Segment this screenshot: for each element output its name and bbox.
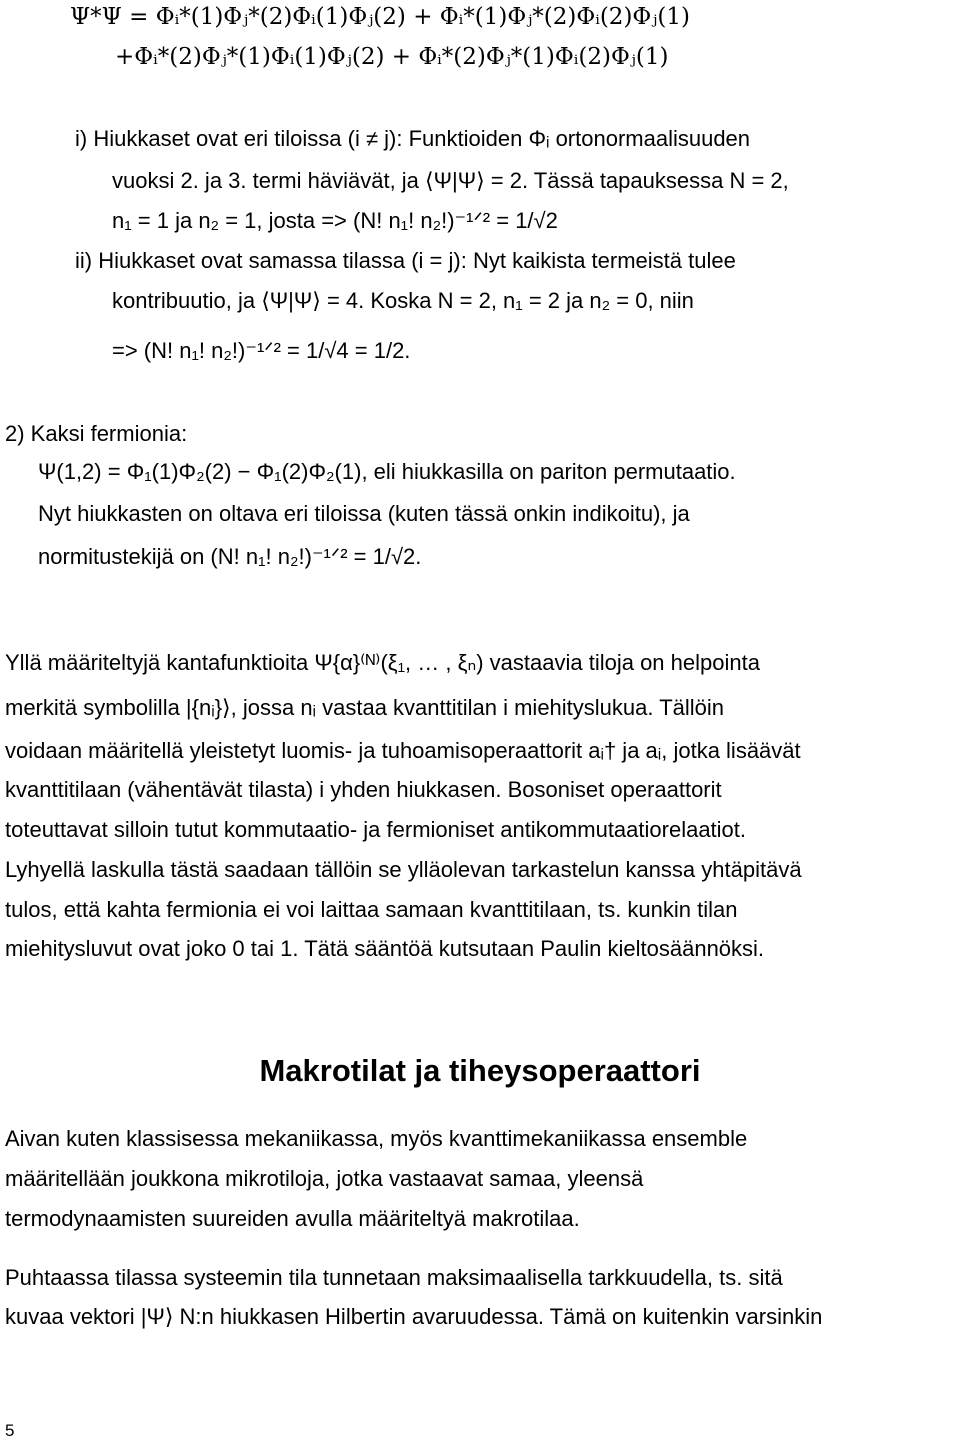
section-2-title: 2) Kaksi fermionia: [5,421,188,446]
paragraph-1-line-2: merkitä symbolilla |{nᵢ}⟩, jossa nᵢ vastaa kvanttitilan i miehityslukua. Tällöin [5,695,725,720]
paragraph-2-line-3: termodynaamisten suureiden avulla määriteltyä makrotilaa. [5,1206,580,1231]
case-i-line-1: i) Hiukkaset ovat eri tiloissa (i ≠ j): Funktioiden Φᵢ ortonormaalisuuden [75,126,751,151]
section-2-line-4: normitustekijä on (N! n₁! n₂!)⁻¹ᐟ² = 1/√2. [38,544,422,569]
case-ii-line-3: => (N! n₁! n₂!)⁻¹ᐟ² = 1/√4 = 1/2. [112,338,411,363]
paragraph-2-line-1: Aivan kuten klassisessa mekaniikassa, myös kvanttimekaniikassa ensemble [5,1126,748,1151]
case-i-line-3: n₁ = 1 ja n₂ = 1, josta => (N! n₁! n₂!)⁻¹ᐟ² = 1/√2 [112,208,558,233]
page-number: 5 [5,1421,15,1440]
paragraph-1-line-3: voidaan määritellä yleistetyt luomis- ja tuhoamisoperaattorit aᵢ† ja aᵢ, jotka lisäävät [5,738,801,763]
section-2-line-3: Nyt hiukkasten on oltava eri tiloissa (kuten tässä onkin indikoitu), ja [38,501,690,526]
case-ii-line-1: ii) Hiukkaset ovat samassa tilassa (i = j): Nyt kaikista termeistä tulee [75,248,736,273]
case-i-line-2: vuoksi 2. ja 3. termi häviävät, ja ⟨Ψ|Ψ⟩ = 2. Tässä tapauksessa N = 2, [112,168,789,193]
paragraph-2-line-2: määritellään joukkona mikrotiloja, jotka vastaavat samaa, yleensä [5,1166,644,1191]
paragraph-3-line-2: kuvaa vektori |Ψ⟩ N:n hiukkasen Hilbertin avaruudessa. Tämä on kuitenkin varsinkin [5,1304,823,1329]
paragraph-1-line-6: Lyhyellä laskulla tästä saadaan tällöin se ylläolevan tarkastelun kanssa yhtäpitävä [5,857,802,882]
paragraph-1-line-5: toteuttavat silloin tutut kommutaatio- ja fermioniset antikommutaatiorelaatiot. [5,817,747,842]
paragraph-1-line-8: miehitysluvut ovat joko 0 tai 1. Tätä sääntöä kutsutaan Paulin kieltosäännöksi. [5,936,765,961]
paragraph-1-line-1: Yllä määriteltyjä kantafunktioita Ψ{α}⁽ᴺ⁾(ξ₁, … , ξₙ) vastaavia tiloja on helpointa [5,650,760,675]
paragraph-1-line-7: tulos, että kahta fermionia ei voi laittaa samaan kvanttitilaan, ts. kunkin tilan [5,897,738,922]
equation-line-1: Ψ*Ψ = Φᵢ*(1)Φⱼ*(2)Φᵢ(1)Φⱼ(2) + Φᵢ*(1)Φⱼ*(2)Φᵢ(2)Φⱼ(1) [70,4,690,30]
paragraph-1-line-4: kvanttitilaan (vähentävät tilasta) i yhden hiukkasen. Bosoniset operaattorit [5,777,722,802]
section-heading: Makrotilat ja tiheysoperaattori [259,1053,701,1088]
paragraph-3-line-1: Puhtaassa tilassa systeemin tila tunnetaan maksimaalisella tarkkuudella, ts. sitä [5,1265,783,1290]
section-2-equation: Ψ(1,2) = Φ₁(1)Φ₂(2) − Φ₁(2)Φ₂(1), eli hiukkasilla on pariton permutaatio. [38,459,736,484]
equation-line-2: +Φᵢ*(2)Φⱼ*(1)Φᵢ(1)Φⱼ(2) + Φᵢ*(2)Φⱼ*(1)Φᵢ(2)Φⱼ(1) [115,44,669,70]
case-ii-line-2: kontribuutio, ja ⟨Ψ|Ψ⟩ = 4. Koska N = 2, n₁ = 2 ja n₂ = 0, niin [112,288,694,313]
